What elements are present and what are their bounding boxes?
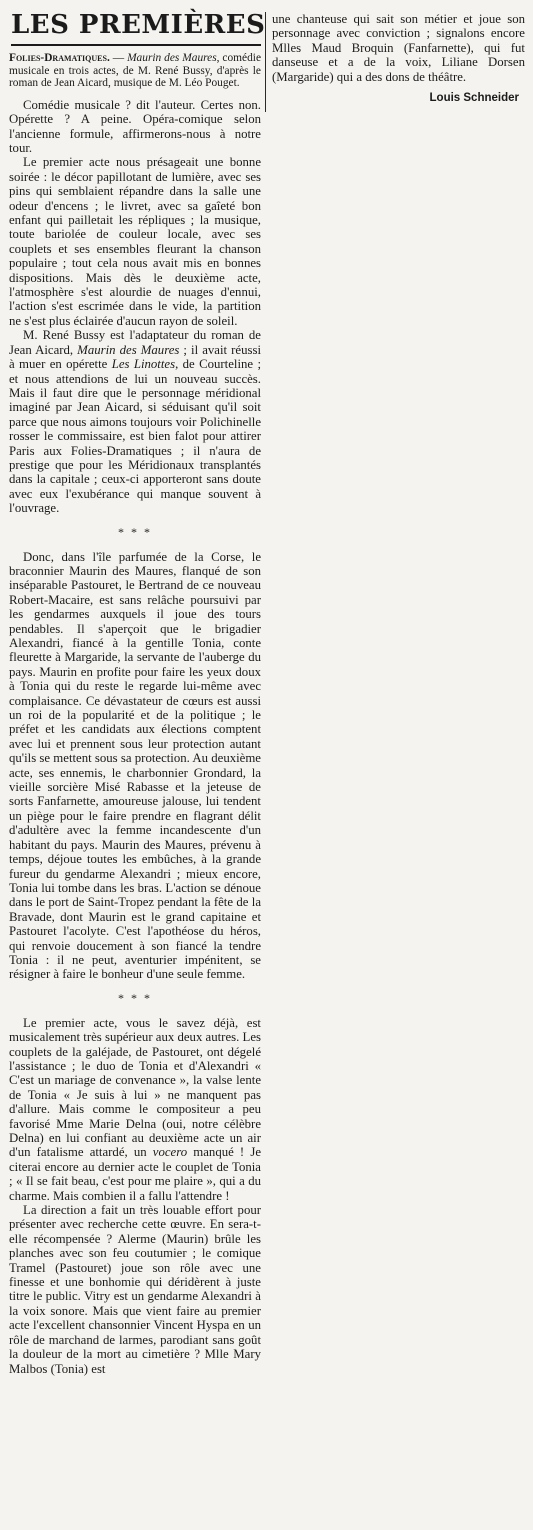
author-signature: Louis Schneider [429,92,519,105]
lead-details: , comédie musicale en trois actes, de M. René Bussy, d'après le roman de Jean Aicard, musique de M. Léo Pouget. [9,52,262,90]
paragraph-music: Le premier acte, vous le savez déjà, est musicalement très supérieur aux deux autres. Les couplets de la galéjade, de Pastouret, ont dégelé l'assistance ; le duo de Tonia et d'Alexandri « C'est un mariage de convenance », la valse lente de Tonia « Je suis à lui » ne manquent pas d'allure. Mais comme le compositeur a peu favorisé Mme Marie Delna (oui, notre célèbre Delna) en lui confiant au deuxième acte un air d'un fatalisme attardé, un vocero manqué ! Je citerai encore au dernier acte le couplet de Tonia ; « Il se fait beau, c'est pour me plaire », qui a du charme. Mais combien il a fallu l'attendre ! [9,1015,262,1203]
play-title: Maurin des Maures [127,52,217,64]
article-lead [9,52,261,90]
asterism-divider: * * * [118,524,152,539]
column-rule [265,12,266,112]
left-column [9,10,266,1376]
lead-dash: — [109,52,128,64]
asterism-divider-2: * * * [118,990,152,1005]
paragraph-plot: Donc, dans l'île parfumée de la Corse, le braconnier Maurin des Maures, flanqué de son inséparable Pastouret, le Bertrand de ce nouveau Robert-Macaire, est sans relâche poursuivi par les gendarmes auxquels il joue des tours pendables. Il s'aperçoit que le brigadier Alexandri, fiancé à la gentille Tonia, conte fleurette à Margaride, la servante de l'auberge du pays. Maurin en profite pour faire les yeux doux à Tonia qui du reste le regarde lui-même avec complaisance. Ce dévastateur de cœurs est aussi un roi de la popularité et de la politique ; le préfet et les candidats aux élections comptent avec lui et prennent sous leur protection autant qu'ils se mettent sous sa protection. Au deuxième acte, ses ennemis, le charbonnier Grondard, la vieille sorcière Misé Rabasse et la jeteuse de sorts Fanfarnette, amoureuse jalouse, lui tendent un piège pour le faire prendre en flagrant délit d'adultère avec la femme incandescente d'un habitant du pays. Maurin des Maures, prévenu à temps, déjoue toutes les embûches, à la grande fureur du gendarme Alexandri ; mieux encore, Tonia lui tombe dans les bras. L'action se dénoue dans le port de Saint-Tropez pendant la fête de la Bravade, dont Maurin est le grand capitaine et Pastouret l'acolyte. C'est l'apothéose du héros, qui renvoie doucement à son fiancé la tendre Tonia : il ne peut, aventurier impénitent, se résigner à faire le bonheur d'une seule femme. [9,549,261,982]
theatre-name: Folies-Dramatiques. [9,52,110,64]
section-masthead: LES PREMIÈRES [11,10,261,46]
paragraph-first-act: Le premier acte nous présageait une bonne soirée : le décor papillotant de lumière, avec ses pins qui semblaient répandre dans la salle une odeur d'encens ; le livret, avec sa gaîeté bon enfant qui pailletait les répliques ; la musique, toute bariolée de couleur locale, avec ses couplets et ses ensembles fleurant la chanson populaire ; tout cela nous avait mis en bonnes dispositions. Mais dès le deuxième acte, l'atmosphère s'est alourdie de nuages d'ennui, l'action s'est escrimée dans le vide, la partition ne s'est plus éclairée d'aucun rayon de soleil. [9,155,261,328]
right-column [272,12,525,104]
paragraph-continuation: une chanteuse qui sait son métier et joue son personnage avec conviction ; signalons encore Mlles Maud Broquin (Fanfarnette), qui fut danseuse et a de la voix, Liliane Dorsen (Margaride) qui a des dons de théâtre. [272,12,525,84]
paragraph-intro: Comédie musicale ? dit l'auteur. Certes non. Opérette ? A peine. Opéra-comique selon l'ancienne formule, affirmerons-nous à notre tour. [9,97,261,155]
paragraph-adaptation: M. René Bussy est l'adaptateur du roman de Jean Aicard, Maurin des Maures ; il avait réussi à muer en opérette Les Linottes, de Courteline ; et nous attendions de lui un nouveau succès. Mais il faut dire que le personnage méridional imaginé par Jean Aicard, si séduisant qu'il soit parce que nous aimons toujours voir Polichinelle rosser le commissaire, est bien falot pour attirer Paris aux Folies-Dramatiques ; il n'aura de prestige que pour les Méridionaux transplantés dans la capitale ; ceux-ci apporteront sans doute avec eux l'exubérance qui manque souvent à l'ouvrage. [9,328,262,516]
paragraph-cast: La direction a fait un très louable effort pour présenter avec recherche cette œuvre. En sera-t-elle récompensée ? Alerme (Maurin) brûle les planches avec son feu coutumier ; le comique Tramel (Pastouret) joue son rôle avec une finesse et une bonhomie qui déridèrent à juste titre le public. Vitry est un gendarme Alexandri à la voix sonore. Mais que vient faire au premier acte l'excellent chansonnier Vincent Hyspa en un rôle de marchand de larmes, parodiant sans goût la douleur de la mort au cimetière ? Mlle Mary Malbos (Tonia) est [9,1203,261,1376]
